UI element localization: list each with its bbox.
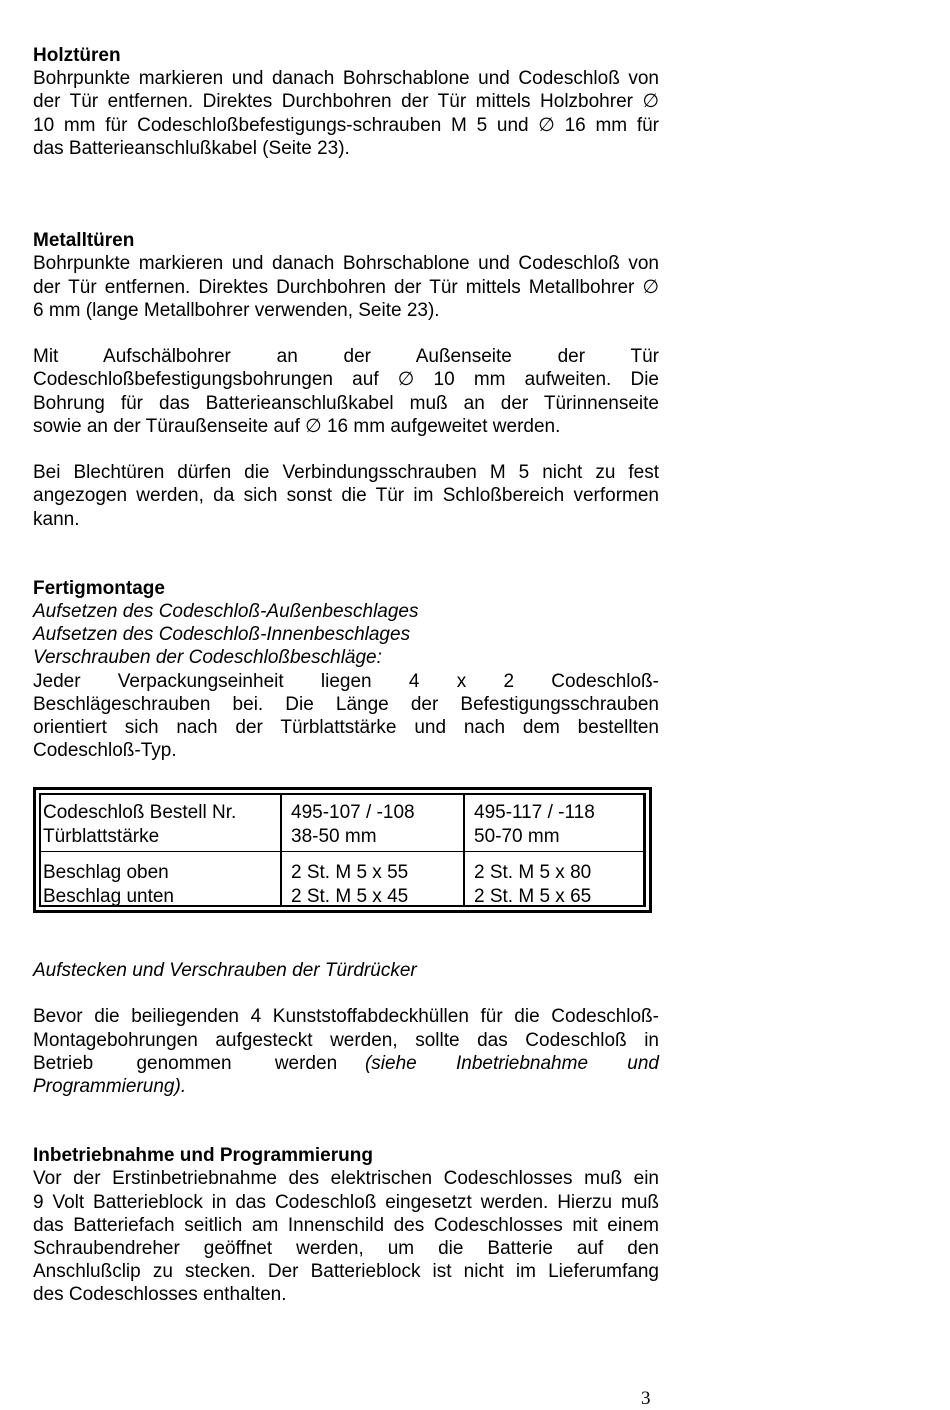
page-number: 3 — [641, 1388, 651, 1409]
text-line: Mit Aufschälbohrer an der Außenseite der Tür — [33, 346, 659, 368]
text-line: Montagebohrungen aufgesteckt werden, sollte das Codeschloß in — [33, 1029, 659, 1051]
text-line: kann. — [33, 508, 80, 530]
table-row — [41, 852, 643, 905]
text-line: Bohrpunkte markieren und danach Bohrschablone und Codeschloß von — [33, 253, 659, 275]
text-line: der Tür entfernen. Direktes Durchbohren der Tür mittels Holzbohrer ∅ — [33, 91, 659, 113]
text-line: Codeschloßbefestigungsbohrungen auf ∅ 10 mm aufweiten. Die — [33, 369, 659, 391]
text-line: Programmierung). — [33, 1076, 187, 1097]
cell-text: 50-70 mm — [474, 825, 560, 847]
section-metalltueren — [33, 229, 659, 531]
text-line: Schraubendreher geöffnet werden, um die Batterie auf den — [33, 1238, 659, 1260]
cell-text: Codeschloß Bestell Nr. — [43, 802, 237, 823]
cell-text: 38-50 mm — [291, 825, 377, 847]
text-line: 9 Volt Batterieblock in das Codeschloß eingesetzt werden. Hierzu muß — [33, 1191, 659, 1213]
cell-text: Beschlag unten — [43, 885, 174, 907]
text-span: Betrieb genommen werden — [33, 1052, 338, 1074]
subheading-innenbeschlag: Aufsetzen des Codeschloß-Innenbeschlages — [33, 624, 411, 646]
text-line: Anschlußclip zu stecken. Der Batterieblock ist nicht im Lieferumfang — [33, 1261, 659, 1283]
table-cell — [41, 795, 282, 851]
text-line: Vor der Erstinbetriebnahme des elektrischen Codeschlosses muß ein — [33, 1168, 659, 1190]
text-line: 10 mm für Codeschloßbefestigungs-schrauben M 5 und ∅ 16 mm für — [33, 114, 659, 136]
text-line: Codeschloß-Typ. — [33, 740, 177, 762]
cell-text: Beschlag oben — [43, 862, 169, 883]
document-body — [33, 44, 659, 762]
text-line: des Codeschlosses enthalten. — [33, 1284, 287, 1306]
text-line: sowie an der Türaußenseite auf ∅ 16 mm aufgeweitet werden. — [33, 415, 561, 437]
cell-text: 2 St. M 5 x 55 — [291, 862, 409, 883]
section-inbetriebnahme — [33, 1144, 659, 1306]
cell-text: 495-117 / -118 — [474, 802, 595, 823]
text-line: 6 mm (lange Metallbohrer verwenden, Seite 23). — [33, 299, 440, 321]
text-line — [33, 1052, 659, 1075]
text-line: Bei Blechtüren dürfen die Verbindungsschrauben M 5 nicht zu fest — [33, 462, 659, 484]
table-cell — [282, 852, 465, 905]
heading-inbetriebnahme: Inbetriebnahme und Programmierung — [33, 1145, 373, 1167]
table-cell — [465, 795, 643, 851]
section-tuerdruecker — [33, 959, 659, 1098]
text-line: Beschlägeschrauben bei. Die Länge der Befestigungsschrauben — [33, 693, 659, 715]
text-line: Bohrpunkte markieren und danach Bohrschablone und Codeschloß von — [33, 68, 659, 90]
heading-metalltueren: Metalltüren — [33, 230, 135, 252]
text-line: Jeder Verpackungseinheit liegen 4 x 2 Codeschloß- — [33, 670, 659, 692]
cell-text: Türblattstärke — [43, 825, 160, 847]
screw-table — [33, 787, 652, 913]
text-line: Bevor die beiliegenden 4 Kunststoffabdeckhüllen für die Codeschloß- — [33, 1006, 659, 1028]
subheading-aussenbeschlag: Aufsetzen des Codeschloß-Außenbeschlages — [33, 601, 419, 623]
text-line: das Batteriefach seitlich am Innenschild des Codeschlosses mit einem — [33, 1214, 659, 1236]
subheading-verschrauben: Verschrauben der Codeschloßbeschläge: — [33, 647, 382, 669]
section-holztueren — [33, 44, 659, 160]
text-line: Bohrung für das Batterieanschlußkabel muß an der Türinnenseite — [33, 392, 659, 414]
text-line: der Tür entfernen. Direktes Durchbohren der Tür mittels Metallbohrer ∅ — [33, 276, 659, 298]
text-span: (siehe Inbetriebnahme und — [364, 1052, 659, 1074]
table-cell — [41, 852, 282, 905]
screw-table-inner — [39, 793, 646, 907]
text-line: angezogen werden, da sich sonst die Tür im Schloßbereich verformen — [33, 485, 659, 507]
table-row — [41, 795, 643, 852]
table-cell — [282, 795, 465, 851]
document-body-lower — [33, 959, 659, 1307]
table-cell — [465, 852, 643, 905]
cell-text: 2 St. M 5 x 80 — [474, 862, 592, 883]
cell-text: 495-107 / -108 — [291, 802, 415, 823]
cell-text: 2 St. M 5 x 65 — [474, 885, 592, 907]
subheading-tuerdruecker: Aufstecken und Verschrauben der Türdrücker — [33, 960, 417, 981]
section-fertigmontage — [33, 577, 659, 763]
text-line: orientiert sich nach der Türblattstärke und nach dem bestellten — [33, 717, 659, 739]
heading-fertigmontage: Fertigmontage — [33, 577, 165, 599]
cell-text: 2 St. M 5 x 45 — [291, 885, 409, 907]
heading-holztueren: Holztüren — [33, 45, 121, 66]
text-line: das Batterieanschlußkabel (Seite 23). — [33, 137, 350, 159]
